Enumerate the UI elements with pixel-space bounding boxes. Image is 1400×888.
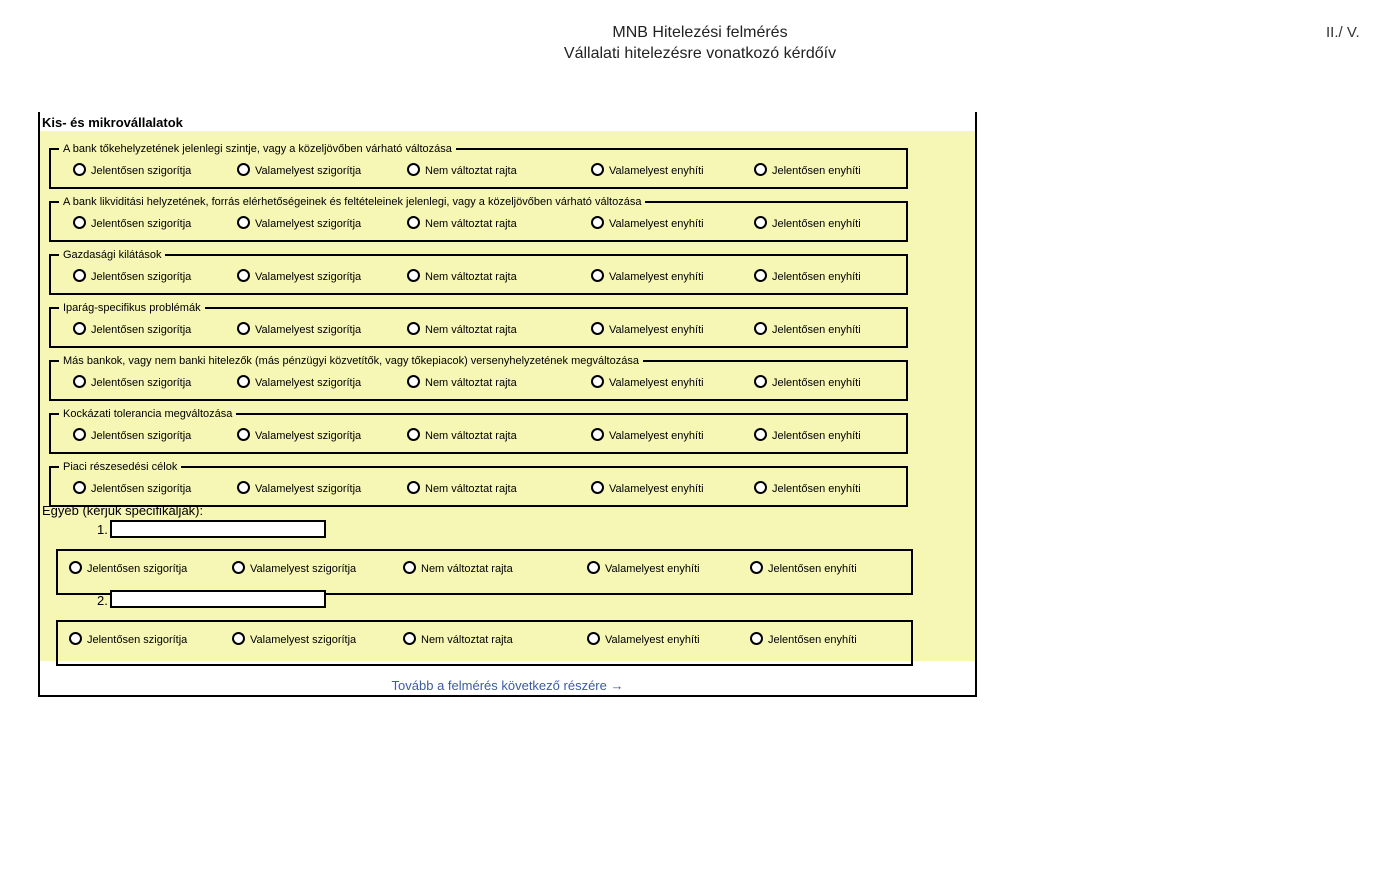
radio-button[interactable] bbox=[237, 322, 250, 335]
option-label: Jelentősen szigorítja bbox=[87, 634, 188, 646]
page-header bbox=[0, 22, 1400, 64]
option-label: Jelentősen enyhíti bbox=[772, 165, 861, 177]
question-1-option-4[interactable] bbox=[591, 163, 704, 177]
question-2-option-4[interactable] bbox=[591, 216, 704, 230]
option-label: Valamelyest enyhíti bbox=[609, 483, 704, 495]
radio-button[interactable] bbox=[591, 216, 604, 229]
question-6-option-4[interactable] bbox=[591, 428, 704, 442]
option-label: Valamelyest szigorítja bbox=[250, 563, 357, 575]
other-1-option-3[interactable] bbox=[403, 561, 513, 575]
radio-button[interactable] bbox=[754, 322, 767, 335]
question-6-option-5[interactable] bbox=[754, 428, 861, 442]
other-rating-group-2 bbox=[56, 620, 913, 666]
radio-button[interactable] bbox=[73, 163, 86, 176]
question-2-option-1[interactable] bbox=[73, 216, 191, 230]
question-2-option-3[interactable] bbox=[407, 216, 517, 230]
radio-button[interactable] bbox=[591, 163, 604, 176]
radio-button[interactable] bbox=[232, 632, 245, 645]
question-3-option-3[interactable] bbox=[407, 269, 517, 283]
question-3-option-5[interactable] bbox=[754, 269, 861, 283]
option-label: Valamelyest szigorítja bbox=[255, 430, 362, 442]
question-4-option-4[interactable] bbox=[591, 322, 704, 336]
other-1-option-5[interactable] bbox=[750, 561, 857, 575]
radio-button[interactable] bbox=[69, 561, 82, 574]
question-7-option-1[interactable] bbox=[73, 481, 191, 495]
question-1-option-5[interactable] bbox=[754, 163, 861, 177]
option-label: Jelentősen enyhíti bbox=[772, 324, 861, 336]
question-5-option-3[interactable] bbox=[407, 375, 517, 389]
option-label: Nem változtat rajta bbox=[425, 218, 517, 230]
question-5-option-2[interactable] bbox=[237, 375, 361, 389]
question-7-option-3[interactable] bbox=[407, 481, 517, 495]
option-label: Valamelyest szigorítja bbox=[255, 165, 362, 177]
option-label: Jelentősen enyhíti bbox=[772, 271, 861, 283]
option-label: Valamelyest szigorítja bbox=[255, 324, 362, 336]
radio-button[interactable] bbox=[237, 375, 250, 388]
radio-button[interactable] bbox=[587, 632, 600, 645]
question-7-option-5[interactable] bbox=[754, 481, 861, 495]
radio-button[interactable] bbox=[73, 269, 86, 282]
radio-button[interactable] bbox=[407, 428, 420, 441]
other-section-title: Egyéb (kérjük specifikálják): bbox=[42, 503, 204, 518]
option-label: Jelentősen enyhíti bbox=[768, 634, 857, 646]
option-label: Nem változtat rajta bbox=[425, 271, 517, 283]
question-5-option-5[interactable] bbox=[754, 375, 861, 389]
radio-button[interactable] bbox=[591, 375, 604, 388]
radio-button[interactable] bbox=[591, 322, 604, 335]
option-label: Jelentősen szigorítja bbox=[91, 483, 192, 495]
radio-button[interactable] bbox=[73, 428, 86, 441]
survey-title: MNB Hitelezési felmérés bbox=[612, 24, 788, 41]
question-1-option-3[interactable] bbox=[407, 163, 517, 177]
question-legend: A bank likviditási helyzetének, forrás elérhetőségeinek és feltételeinek jelenlegi, vagy a közeljövőben várható változása bbox=[63, 196, 642, 208]
question-7-option-2[interactable] bbox=[237, 481, 361, 495]
radio-button[interactable] bbox=[407, 322, 420, 335]
radio-button[interactable] bbox=[754, 216, 767, 229]
radio-button[interactable] bbox=[591, 481, 604, 494]
option-label: Nem változtat rajta bbox=[425, 324, 517, 336]
question-4-option-3[interactable] bbox=[407, 322, 517, 336]
option-label: Nem változtat rajta bbox=[425, 165, 517, 177]
radio-button[interactable] bbox=[750, 632, 763, 645]
other-2-option-3[interactable] bbox=[403, 632, 513, 646]
question-3-option-1[interactable] bbox=[73, 269, 191, 283]
other-item-number-1: 1. bbox=[97, 522, 108, 537]
radio-button[interactable] bbox=[237, 269, 250, 282]
form-title: Kis- és mikrovállalatok bbox=[42, 115, 183, 130]
other-1-option-2[interactable] bbox=[232, 561, 356, 575]
radio-button[interactable] bbox=[237, 163, 250, 176]
survey-form bbox=[38, 112, 977, 697]
radio-button[interactable] bbox=[591, 269, 604, 282]
radio-button[interactable] bbox=[407, 269, 420, 282]
option-label: Jelentősen szigorítja bbox=[91, 377, 192, 389]
question-4-option-5[interactable] bbox=[754, 322, 861, 336]
option-label: Valamelyest enyhíti bbox=[609, 324, 704, 336]
radio-button[interactable] bbox=[407, 481, 420, 494]
question-6-option-3[interactable] bbox=[407, 428, 517, 442]
page-indicator: II./ V. bbox=[1326, 24, 1360, 41]
radio-button[interactable] bbox=[69, 632, 82, 645]
radio-button[interactable] bbox=[73, 322, 86, 335]
question-3-option-2[interactable] bbox=[237, 269, 361, 283]
radio-button[interactable] bbox=[750, 561, 763, 574]
option-label: Nem változtat rajta bbox=[425, 483, 517, 495]
radio-button[interactable] bbox=[237, 216, 250, 229]
other-2-option-1[interactable] bbox=[69, 632, 187, 646]
radio-button[interactable] bbox=[232, 561, 245, 574]
other-2-option-5[interactable] bbox=[750, 632, 857, 646]
question-legend: Piaci részesedési célok bbox=[63, 461, 178, 473]
radio-button[interactable] bbox=[237, 428, 250, 441]
radio-button[interactable] bbox=[407, 163, 420, 176]
question-group-3 bbox=[49, 249, 908, 295]
radio-button[interactable] bbox=[754, 481, 767, 494]
next-section-link[interactable]: Tovább a felmérés következő részére → bbox=[391, 678, 624, 693]
other-2-option-4[interactable] bbox=[587, 632, 700, 646]
question-4-option-2[interactable] bbox=[237, 322, 361, 336]
option-label: Nem változtat rajta bbox=[425, 377, 517, 389]
question-4-option-1[interactable] bbox=[73, 322, 191, 336]
question-legend: A bank tőkehelyzetének jelenlegi szintje, vagy a közeljövőben várható változása bbox=[63, 143, 452, 155]
option-label: Nem változtat rajta bbox=[421, 563, 513, 575]
radio-button[interactable] bbox=[754, 375, 767, 388]
option-label: Valamelyest szigorítja bbox=[255, 483, 362, 495]
option-label: Nem változtat rajta bbox=[425, 430, 517, 442]
option-label: Nem változtat rajta bbox=[421, 634, 513, 646]
radio-button[interactable] bbox=[403, 561, 416, 574]
survey-subtitle: Vállalati hitelezésre vonatkozó kérdőív bbox=[563, 45, 837, 62]
question-legend: Gazdasági kilátások bbox=[63, 249, 162, 261]
option-label: Valamelyest enyhíti bbox=[605, 563, 700, 575]
question-group-6 bbox=[49, 408, 908, 454]
option-label: Jelentősen enyhíti bbox=[768, 563, 857, 575]
other-2-option-2[interactable] bbox=[232, 632, 356, 646]
question-5-option-1[interactable] bbox=[73, 375, 191, 389]
option-label: Jelentősen szigorítja bbox=[91, 218, 192, 230]
question-group-4 bbox=[49, 302, 908, 348]
other-input-1[interactable] bbox=[110, 520, 326, 538]
option-label: Valamelyest enyhíti bbox=[609, 271, 704, 283]
radio-button[interactable] bbox=[407, 375, 420, 388]
radio-button[interactable] bbox=[73, 481, 86, 494]
radio-button[interactable] bbox=[403, 632, 416, 645]
option-label: Valamelyest szigorítja bbox=[255, 271, 362, 283]
radio-button[interactable] bbox=[587, 561, 600, 574]
question-legend: Iparág-specifikus problémák bbox=[63, 302, 201, 314]
question-group-2 bbox=[49, 196, 908, 242]
radio-button[interactable] bbox=[754, 269, 767, 282]
question-1-option-2[interactable] bbox=[237, 163, 361, 177]
option-label: Valamelyest szigorítja bbox=[255, 377, 362, 389]
question-legend: Más bankok, vagy nem banki hitelezők (más pénzügyi közvetítők, vagy tőkepiacok) versenyhelyzetének megváltozása bbox=[63, 355, 639, 367]
question-group-5 bbox=[49, 355, 908, 401]
question-7-option-4[interactable] bbox=[591, 481, 704, 495]
question-group-7 bbox=[49, 461, 908, 507]
option-label: Valamelyest enyhíti bbox=[609, 165, 704, 177]
question-2-option-2[interactable] bbox=[237, 216, 361, 230]
radio-button[interactable] bbox=[754, 428, 767, 441]
option-label: Jelentősen szigorítja bbox=[91, 430, 192, 442]
question-6-option-2[interactable] bbox=[237, 428, 361, 442]
option-label: Jelentősen szigorítja bbox=[87, 563, 188, 575]
option-label: Valamelyest enyhíti bbox=[609, 218, 704, 230]
radio-button[interactable] bbox=[407, 216, 420, 229]
radio-button[interactable] bbox=[591, 428, 604, 441]
option-label: Jelentősen szigorítja bbox=[91, 271, 192, 283]
option-label: Valamelyest enyhíti bbox=[609, 430, 704, 442]
option-label: Jelentősen enyhíti bbox=[772, 218, 861, 230]
option-label: Jelentősen enyhíti bbox=[772, 483, 861, 495]
question-1-option-1[interactable] bbox=[73, 163, 191, 177]
question-5-option-4[interactable] bbox=[591, 375, 704, 389]
option-label: Valamelyest szigorítja bbox=[255, 218, 362, 230]
option-label: Valamelyest enyhíti bbox=[605, 634, 700, 646]
question-3-option-4[interactable] bbox=[591, 269, 704, 283]
radio-button[interactable] bbox=[73, 216, 86, 229]
other-rating-group-1 bbox=[56, 549, 913, 595]
option-label: Valamelyest szigorítja bbox=[250, 634, 357, 646]
question-2-option-5[interactable] bbox=[754, 216, 861, 230]
other-1-option-1[interactable] bbox=[69, 561, 187, 575]
option-label: Jelentősen szigorítja bbox=[91, 165, 192, 177]
other-input-2[interactable] bbox=[110, 590, 326, 608]
option-label: Jelentősen enyhíti bbox=[772, 430, 861, 442]
radio-button[interactable] bbox=[754, 163, 767, 176]
option-label: Jelentősen szigorítja bbox=[91, 324, 192, 336]
question-legend: Kockázati tolerancia megváltozása bbox=[63, 408, 233, 420]
other-item-number-2: 2. bbox=[97, 593, 108, 608]
option-label: Jelentősen enyhíti bbox=[772, 377, 861, 389]
other-1-option-4[interactable] bbox=[587, 561, 700, 575]
radio-button[interactable] bbox=[237, 481, 250, 494]
option-label: Valamelyest enyhíti bbox=[609, 377, 704, 389]
question-group-1 bbox=[49, 143, 908, 189]
radio-button[interactable] bbox=[73, 375, 86, 388]
question-6-option-1[interactable] bbox=[73, 428, 191, 442]
